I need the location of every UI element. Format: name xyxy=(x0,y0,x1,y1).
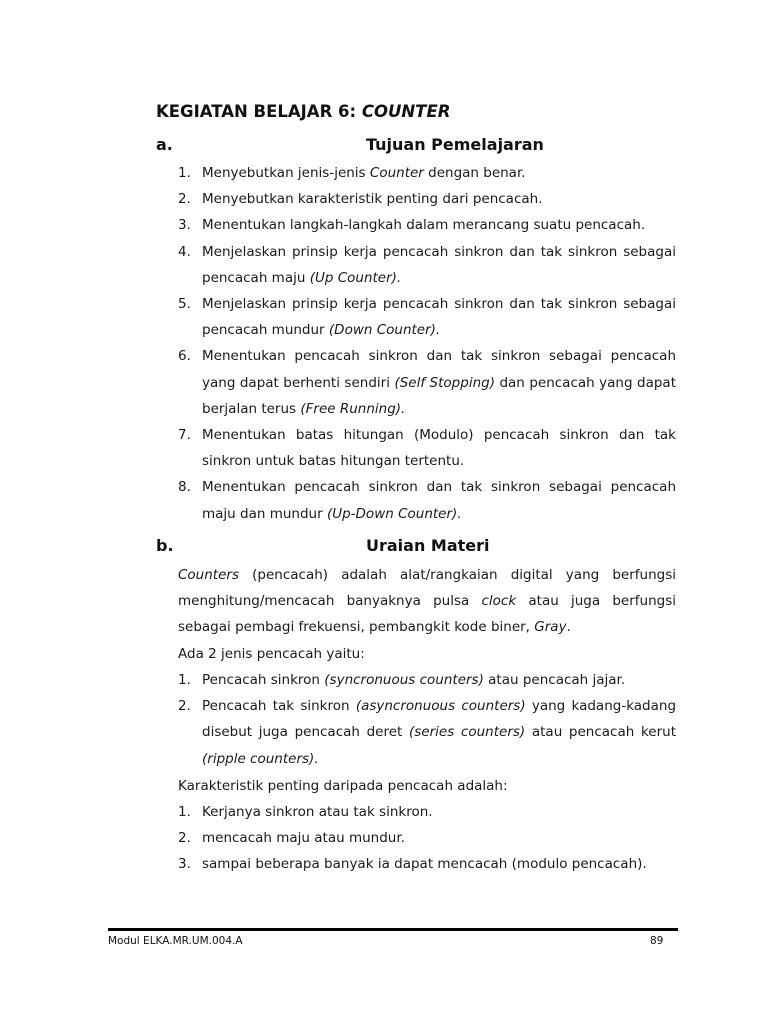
text-run: Menyebutkan karakteristik penting dari pencacah. xyxy=(202,191,543,208)
list-number: 8. xyxy=(178,479,191,496)
italic-term: (Up Counter). xyxy=(309,269,402,286)
list-item-text xyxy=(202,217,645,233)
italic-term: clock xyxy=(481,593,517,610)
list-item xyxy=(178,343,676,422)
list-item-text xyxy=(202,296,676,338)
list-number: 6. xyxy=(178,348,191,365)
text-run: Menyebutkan jenis-jenis xyxy=(202,165,370,181)
activity-heading xyxy=(156,102,450,121)
italic-term: (asyncronuous counters) xyxy=(355,698,526,715)
list-item xyxy=(178,851,676,877)
section-a-title: Tujuan Pemelajaran xyxy=(366,135,544,154)
list-item xyxy=(178,474,676,526)
list-item xyxy=(178,212,676,238)
text-run: yang kadang-kadang disebut juga pencacah deret xyxy=(202,698,677,741)
activity-heading-prefix: KEGIATAN BELAJAR 6: xyxy=(156,102,362,121)
characteristics-intro: Karakteristik penting daripada pencacah adalah: xyxy=(178,778,508,794)
list-item-text xyxy=(202,191,543,207)
list-item xyxy=(178,825,676,851)
list-number: 5. xyxy=(178,296,191,313)
list-item-text xyxy=(202,830,405,846)
italic-term: (Up-Down Counter). xyxy=(326,505,462,522)
footer-module-code: Modul ELKA.MR.UM.004.A xyxy=(108,935,243,947)
text-run: Menjelaskan prinsip kerja pencacah sinkron dan tak sinkron sebagai pencacah maju xyxy=(202,243,676,286)
list-number: 2. xyxy=(178,698,191,715)
list-item xyxy=(178,186,676,212)
list-item-text xyxy=(202,165,526,181)
list-item xyxy=(178,291,676,343)
counter-types-list xyxy=(178,667,676,772)
list-item xyxy=(178,160,676,186)
list-item xyxy=(178,799,676,825)
list-item-text xyxy=(202,427,676,469)
list-item xyxy=(178,422,676,474)
list-number: 1. xyxy=(178,165,191,181)
text-run: Pencacah sinkron xyxy=(202,672,325,688)
list-number: 2. xyxy=(178,191,191,208)
list-item-text xyxy=(202,348,676,416)
list-item xyxy=(178,667,676,693)
list-number: 3. xyxy=(178,217,191,234)
list-item-text xyxy=(202,672,625,688)
list-number: 4. xyxy=(178,243,191,260)
text-run: atau juga berfungsi sebagai pembagi frekuensi, pembangkit kode biner, xyxy=(178,593,676,636)
activity-heading-topic: COUNTER xyxy=(361,102,451,121)
list-item-text xyxy=(202,804,433,820)
text-run: atau pencacah jajar. xyxy=(483,672,626,688)
footer-rule xyxy=(108,928,678,931)
list-item xyxy=(178,693,676,772)
objectives-list xyxy=(178,160,676,527)
italic-term: (syncronuous counters) xyxy=(324,672,484,688)
text-run: sampai beberapa banyak ia dapat mencacah (modulo pencacah). xyxy=(202,856,647,873)
list-number: 1. xyxy=(178,672,191,688)
list-number: 2. xyxy=(178,830,191,847)
list-number: 7. xyxy=(178,427,191,444)
italic-term: (ripple counters). xyxy=(202,750,319,767)
section-a-letter: a. xyxy=(156,135,173,154)
text-run: Menentukan langkah-langkah dalam merancang suatu pencacah. xyxy=(202,217,646,234)
italic-term: Gray xyxy=(534,619,567,636)
text-run: Menentukan batas hitungan (Modulo) pencacah sinkron dan tak sinkron untuk batas hitungan tertentu. xyxy=(202,427,676,470)
text-run: Menentukan pencacah sinkron dan tak sinkron sebagai pencacah yang dapat berhenti sendiri xyxy=(202,348,676,391)
text-run: . xyxy=(566,619,571,636)
text-run: (pencacah) adalah alat/rangkaian digital yang berfungsi menghitung/mencacah banyaknya pulsa xyxy=(178,567,676,610)
text-run: dan pencacah yang dapat berjalan terus xyxy=(202,374,677,417)
footer-page-number: 89 xyxy=(650,935,664,947)
italic-term: Counters xyxy=(178,567,239,583)
list-number: 3. xyxy=(178,856,191,873)
text-run: mencacah maju atau mundur. xyxy=(202,830,405,847)
section-b-letter: b. xyxy=(156,536,174,555)
italic-term: (series counters) xyxy=(409,724,526,741)
types-intro: Ada 2 jenis pencacah yaitu: xyxy=(178,646,365,662)
list-item-text xyxy=(202,479,676,521)
list-item-text xyxy=(202,698,676,766)
list-item-text xyxy=(202,856,647,872)
italic-term: (Self Stopping) xyxy=(394,374,495,391)
text-run: Pencacah tak sinkron xyxy=(202,698,356,715)
italic-term: (Free Running). xyxy=(300,400,406,417)
text-run: atau pencacah kerut xyxy=(525,724,677,741)
list-item xyxy=(178,239,676,291)
text-run: dengan benar. xyxy=(423,165,526,181)
counters-definition-paragraph xyxy=(178,562,676,641)
italic-term: Counter xyxy=(369,165,424,181)
italic-term: (Down Counter). xyxy=(328,322,441,339)
text-run: Menjelaskan prinsip kerja pencacah sinkron dan tak sinkron sebagai pencacah mundur xyxy=(202,296,676,339)
text-run: Menentukan pencacah sinkron dan tak sinkron sebagai pencacah maju dan mundur xyxy=(202,479,676,522)
list-item-text xyxy=(202,244,676,286)
text-run: Kerjanya sinkron atau tak sinkron. xyxy=(202,804,433,820)
section-b-title: Uraian Materi xyxy=(366,536,490,555)
list-number: 1. xyxy=(178,804,191,820)
characteristics-list xyxy=(178,799,676,878)
